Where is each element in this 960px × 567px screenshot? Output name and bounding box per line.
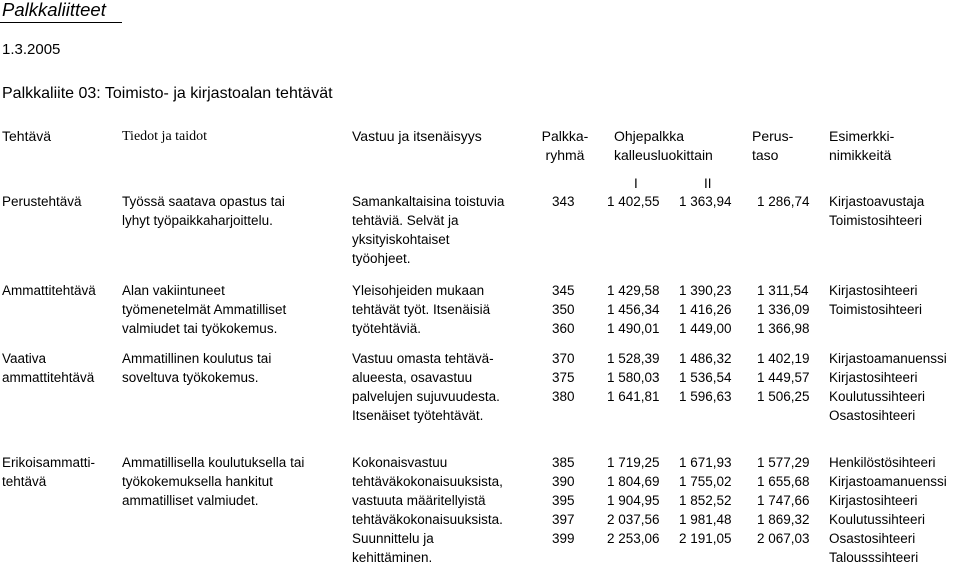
row-2-vastuu: Yleisohjeiden mukaan tehtävät työt. Itsenäisiä työtehtäviä. bbox=[352, 283, 491, 336]
row-3-palkka-2: 1 486,32 1 536,54 1 596,63 bbox=[679, 351, 732, 404]
row-4-palkka-1: 1 719,25 1 804,69 1 904,95 2 037,56 2 253,06 bbox=[607, 455, 660, 546]
row-2-tehtava: Ammattitehtävä bbox=[2, 283, 96, 298]
header-class-2: II bbox=[704, 176, 712, 191]
row-3-tehtava: Vaativa ammattitehtävä bbox=[2, 351, 95, 385]
row-2-perustaso: 1 311,54 1 336,09 1 366,98 bbox=[757, 283, 810, 336]
header-vastuu: Vastuu ja itsenäisyys bbox=[352, 128, 482, 144]
row-1-palkka-1: 1 402,55 bbox=[607, 194, 660, 209]
header-ohjepalkka: Ohjepalkka kalleusluokittain bbox=[614, 128, 713, 163]
document-subtitle: Palkkaliite 03: Toimisto- ja kirjastoalan tehtävät bbox=[2, 85, 333, 102]
title-underline bbox=[0, 22, 122, 23]
row-2-tiedot: Alan vakiintuneet työmenetelmät Ammatilliset valmiudet tai työkokemus. bbox=[122, 283, 287, 336]
header-class-1: I bbox=[634, 176, 638, 191]
row-3-nimikkeet: Kirjastoamanuenssi Kirjastosihteeri Koulutussihteeri Osastosihteeri bbox=[829, 351, 947, 423]
row-1-palkka-2: 1 363,94 bbox=[679, 194, 732, 209]
row-1-vastuu: Samankaltaisina toistuvia tehtäviä. Selvät ja yksityiskohtaiset työohjeet. bbox=[352, 194, 505, 266]
document-title: Palkkaliitteet bbox=[2, 0, 106, 20]
row-4-nimikkeet: Henkilöstösihteeri Kirjastoamanuenssi Kirjastosihteeri Koulutussihteeri Osastosihteeri Talousssihteeri bbox=[829, 455, 947, 565]
row-1-nimikkeet: Kirjastoavustaja Toimistosihteeri bbox=[829, 194, 925, 228]
row-4-tehtava: Erikoisammatti- tehtävä bbox=[2, 455, 96, 489]
row-4-perustaso: 1 577,29 1 655,68 1 747,66 1 869,32 2 067,03 bbox=[757, 455, 810, 546]
row-1-tehtava: Perustehtävä bbox=[2, 194, 82, 209]
row-1-palkkaryhma: 343 bbox=[552, 194, 575, 209]
row-2-palkkaryhma: 345 350 360 bbox=[552, 283, 575, 336]
row-4-palkkaryhma: 385 390 395 397 399 bbox=[552, 455, 575, 546]
row-1-perustaso: 1 286,74 bbox=[757, 194, 810, 209]
document-date: 1.3.2005 bbox=[2, 41, 61, 58]
row-3-palkka-1: 1 528,39 1 580,03 1 641,81 bbox=[607, 351, 660, 404]
header-palkkaryhma: Palkka- ryhmä bbox=[541, 128, 589, 163]
row-3-perustaso: 1 402,19 1 449,57 1 506,25 bbox=[757, 351, 810, 404]
row-4-tiedot: Ammatillisella koulutuksella tai työkokemuksella hankitut ammatilliset valmiudet. bbox=[122, 455, 305, 508]
row-3-vastuu: Vastuu omasta tehtävä- alueesta, osavastuu palvelujen sujuvuudesta. Itsenäiset työtehtävät. bbox=[352, 351, 500, 423]
row-2-palkka-2: 1 390,23 1 416,26 1 449,00 bbox=[679, 283, 732, 336]
row-3-palkkaryhma: 370 375 380 bbox=[552, 351, 575, 404]
header-tehtava: Tehtävä bbox=[2, 128, 52, 144]
row-2-nimikkeet: Kirjastosihteeri Toimistosihteeri bbox=[829, 283, 923, 317]
header-tiedot: Tiedot ja taidot bbox=[122, 129, 208, 144]
row-3-tiedot: Ammatillinen koulutus tai soveltuva työkokemus. bbox=[122, 351, 272, 385]
header-perustaso: Perus- taso bbox=[752, 128, 794, 163]
row-2-palkka-1: 1 429,58 1 456,34 1 490,01 bbox=[607, 283, 660, 336]
row-4-vastuu: Kokonaisvastuu tehtäväkokonaisuuksista, vastuuta määritellyistä tehtäväkokonaisuuksista. Suunnittelu ja kehittäminen. bbox=[352, 455, 503, 565]
row-1-tiedot: Työssä saatava opastus tai lyhyt työpaikkaharjoittelu. bbox=[122, 194, 285, 228]
header-esimerkki: Esimerkki- nimikkeitä bbox=[829, 128, 895, 163]
row-4-palkka-2: 1 671,93 1 755,02 1 852,52 1 981,48 2 191,05 bbox=[679, 455, 732, 546]
